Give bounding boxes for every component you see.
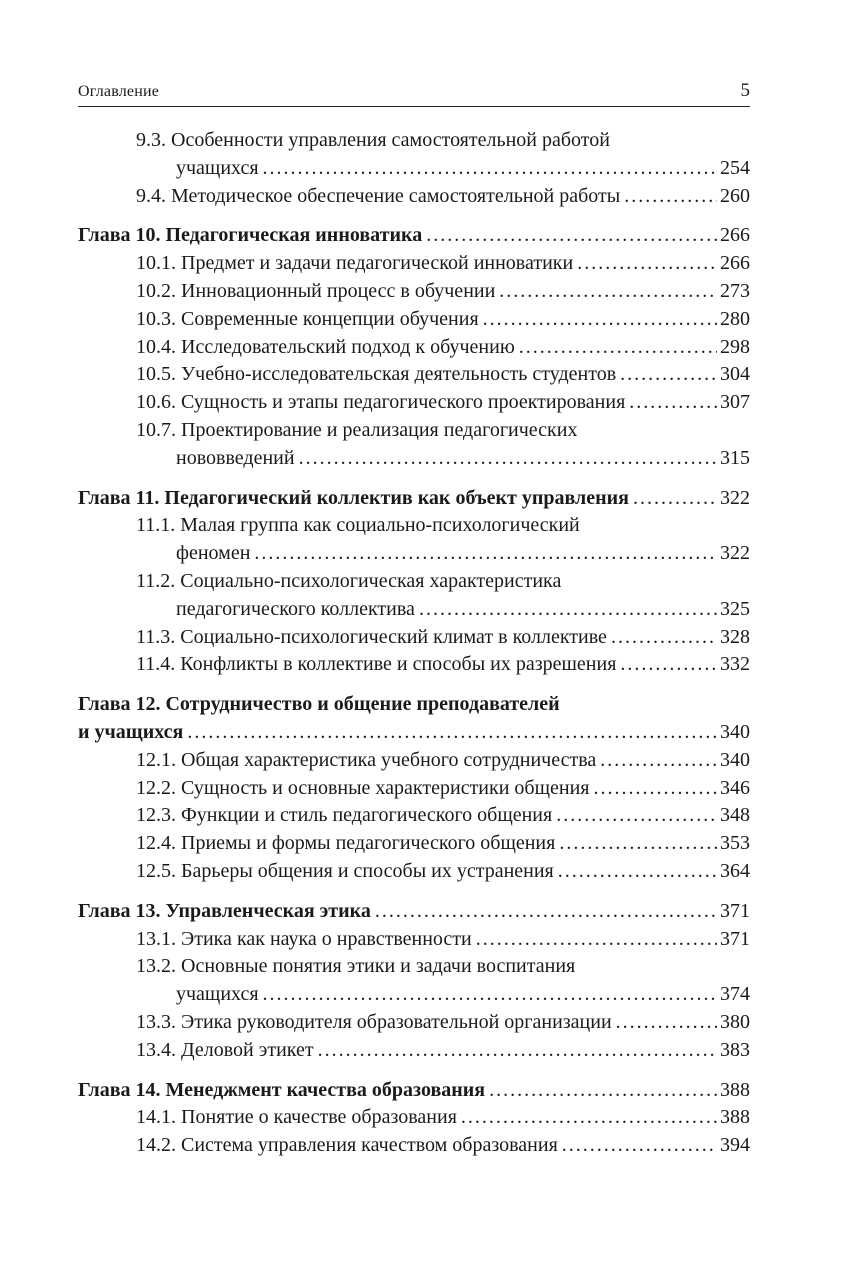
toc-page-number: 364 <box>720 859 750 882</box>
toc-entry-line <box>136 775 750 803</box>
dot-leader <box>600 747 717 775</box>
toc-entry-line <box>136 183 750 211</box>
toc-entry-line <box>136 361 750 389</box>
toc-entry-title: 12.5. Барьеры общения и способы их устранения <box>136 859 554 882</box>
toc-section-entry[interactable] <box>78 926 750 954</box>
dot-leader <box>476 926 717 954</box>
toc-section-entry[interactable] <box>78 830 750 858</box>
dot-leader <box>577 250 717 278</box>
toc-page-number: 304 <box>720 363 750 386</box>
toc-page-number: 371 <box>720 927 750 950</box>
toc-entry-title: 12.3. Функции и стиль педагогического общения <box>136 804 553 827</box>
toc-section-entry[interactable] <box>78 775 750 803</box>
toc-entry-line <box>78 898 750 926</box>
running-title: Оглавление <box>78 83 160 100</box>
toc-entry-title: 10.4. Исследовательский подход к обучению <box>136 335 515 358</box>
toc-section-entry[interactable] <box>78 334 750 362</box>
toc-section-entry[interactable] <box>78 512 750 568</box>
toc-page-number: 371 <box>720 899 750 922</box>
toc-entry-line <box>136 953 750 981</box>
dot-leader <box>263 981 717 1009</box>
page-number: 5 <box>740 80 750 101</box>
dot-leader <box>620 651 717 679</box>
toc-entry-title: и учащихся <box>78 720 184 743</box>
toc-entry-line <box>136 445 750 473</box>
toc-entry-title: 11.4. Конфликты в коллективе и способы их разрешения <box>136 653 617 676</box>
toc-entry-line <box>136 858 750 886</box>
toc-entry-title: Глава 10. Педагогическая инноватика <box>78 224 423 247</box>
toc-page-number: 273 <box>720 279 750 302</box>
toc-entry-title: нововведений <box>176 446 295 469</box>
toc-page-number: 280 <box>720 307 750 330</box>
toc-section-entry[interactable] <box>78 250 750 278</box>
toc-page-number: 340 <box>720 720 750 743</box>
toc-entry-line <box>136 568 750 596</box>
toc-entry-line <box>136 981 750 1009</box>
toc-entry-title: 9.4. Методическое обеспечение самостоятельной работы <box>136 184 621 207</box>
toc-entry-line <box>136 747 750 775</box>
toc-entry-line <box>78 485 750 513</box>
toc-entry-line <box>136 802 750 830</box>
dot-leader <box>461 1104 717 1132</box>
toc-page-number: 394 <box>720 1134 750 1157</box>
toc-section-entry[interactable] <box>78 183 750 211</box>
toc-entry-line <box>78 691 750 719</box>
toc-entry-line <box>136 334 750 362</box>
toc-page-number: 298 <box>720 335 750 358</box>
dot-leader <box>556 802 717 830</box>
toc-section-entry[interactable] <box>78 1104 750 1132</box>
dot-leader <box>616 1009 717 1037</box>
dot-leader <box>489 1077 717 1105</box>
toc-entry-title: Глава 13. Управленческая этика <box>78 899 371 922</box>
dot-leader <box>483 306 717 334</box>
dot-leader <box>254 540 717 568</box>
toc-entry-line <box>136 926 750 954</box>
dot-leader <box>559 830 717 858</box>
toc-entry-title: Глава 11. Педагогический коллектив как объект управления <box>78 486 629 509</box>
toc-entry-line <box>78 1077 750 1105</box>
toc-page-number: 346 <box>720 776 750 799</box>
toc-section-entry[interactable] <box>78 568 750 624</box>
toc-entry-title: педагогического коллектива <box>176 597 415 620</box>
toc-entry-title: 12.1. Общая характеристика учебного сотрудничества <box>136 748 597 771</box>
dot-leader <box>299 445 717 473</box>
toc-entry-title: 9.3. Особенности управления самостоятельной работой <box>136 129 610 151</box>
toc-entry-title: 13.4. Деловой этикет <box>136 1038 314 1061</box>
toc-entry-title: учащихся <box>176 983 259 1006</box>
toc-entry-title: 13.3. Этика руководителя образовательной организации <box>136 1010 612 1033</box>
toc-page-number: 307 <box>720 391 750 414</box>
toc-page-number: 348 <box>720 804 750 827</box>
toc-section-entry[interactable] <box>78 1009 750 1037</box>
dot-leader <box>263 155 717 183</box>
toc-entry-title: 10.2. Инновационный процесс в обучении <box>136 279 496 302</box>
toc-section-entry[interactable] <box>78 802 750 830</box>
dot-leader <box>419 596 717 624</box>
toc-entry-line <box>136 1132 750 1160</box>
toc-section-entry[interactable] <box>78 417 750 473</box>
toc-section-entry[interactable] <box>78 651 750 679</box>
toc-section-entry[interactable] <box>78 858 750 886</box>
dot-leader <box>426 222 717 250</box>
toc-page-number: 374 <box>720 983 750 1006</box>
toc-entry-line <box>136 1009 750 1037</box>
toc-entry-title: 12.4. Приемы и формы педагогического общения <box>136 832 556 855</box>
toc-entry-line <box>78 719 750 747</box>
toc-page-number: 383 <box>720 1038 750 1061</box>
toc-page-number: 325 <box>720 597 750 620</box>
dot-leader <box>375 898 717 926</box>
toc-page-number: 353 <box>720 832 750 855</box>
toc-page-number: 266 <box>720 252 750 275</box>
toc-section-entry[interactable] <box>78 624 750 652</box>
toc-entry-title: Глава 14. Менеджмент качества образования <box>78 1078 486 1101</box>
toc-entry-title: учащихся <box>176 156 259 179</box>
toc-entry-title: 13.2. Основные понятия этики и задачи воспитания <box>136 955 576 978</box>
toc-entry-line <box>136 389 750 417</box>
toc-page-number: 328 <box>720 625 750 648</box>
dot-leader <box>611 624 717 652</box>
toc-chapter-entry[interactable] <box>78 1077 750 1105</box>
toc-entry-line <box>136 155 750 183</box>
toc-page-number: 322 <box>720 542 750 565</box>
toc-entry-title: 10.5. Учебно-исследовательская деятельность студентов <box>136 363 617 386</box>
toc-page-number: 266 <box>720 224 750 247</box>
dot-leader <box>624 183 717 211</box>
toc-entry-title: 10.3. Современные концепции обучения <box>136 307 479 330</box>
toc-entry-title: 10.1. Предмет и задачи педагогической инноватики <box>136 252 574 275</box>
toc-section-entry[interactable] <box>78 127 750 183</box>
toc-entry-title: 14.1. Понятие о качестве образования <box>136 1106 457 1129</box>
toc-entry-title: 12.2. Сущность и основные характеристики общения <box>136 776 590 799</box>
toc-page-number: 322 <box>720 486 750 509</box>
toc-section-entry[interactable] <box>78 953 750 1009</box>
toc-entry-title: 14.2. Система управления качеством образования <box>136 1134 558 1157</box>
toc-page-number: 340 <box>720 748 750 771</box>
toc-section-entry[interactable] <box>78 361 750 389</box>
toc-section-entry[interactable] <box>78 1037 750 1065</box>
toc-entry-line <box>136 512 750 540</box>
toc-page-number: 332 <box>720 653 750 676</box>
toc-entry-line <box>136 127 750 155</box>
toc-entry-line <box>78 222 750 250</box>
dot-leader <box>594 775 718 803</box>
dot-leader <box>519 334 717 362</box>
dot-leader <box>318 1037 717 1065</box>
toc-entry-line <box>136 1037 750 1065</box>
dot-leader <box>499 278 717 306</box>
toc-entry-line <box>136 278 750 306</box>
toc-chapter-entry[interactable] <box>78 485 750 513</box>
toc-section-entry[interactable] <box>78 389 750 417</box>
dot-leader <box>187 719 717 747</box>
dot-leader <box>562 1132 717 1160</box>
toc-entry-title: феномен <box>176 542 251 565</box>
toc-entry-line <box>136 250 750 278</box>
toc-entry-title: 11.2. Социально-психологическая характеристика <box>136 569 562 592</box>
toc-entry-line <box>136 540 750 568</box>
toc-entry-title: 11.1. Малая группа как социально-психологический <box>136 514 580 537</box>
dot-leader <box>629 389 717 417</box>
table-of-contents <box>78 127 750 1160</box>
toc-page-number: 260 <box>720 184 750 207</box>
toc-entry-line <box>136 651 750 679</box>
dot-leader <box>633 485 717 513</box>
toc-entry-title: 13.1. Этика как наука о нравственности <box>136 927 472 950</box>
toc-entry-line <box>136 830 750 858</box>
toc-chapter-entry[interactable] <box>78 222 750 250</box>
toc-page-number: 388 <box>720 1078 750 1101</box>
toc-entry-title: Глава 12. Сотрудничество и общение преподавателей <box>78 693 560 716</box>
toc-chapter-entry[interactable] <box>78 691 750 747</box>
toc-page-number: 388 <box>720 1106 750 1129</box>
toc-entry-line <box>136 624 750 652</box>
toc-entry-line <box>136 306 750 334</box>
toc-section-entry[interactable] <box>78 747 750 775</box>
toc-entry-title: 10.6. Сущность и этапы педагогического проектирования <box>136 391 626 414</box>
toc-page-number: 315 <box>720 446 750 469</box>
dot-leader <box>620 361 717 389</box>
toc-section-entry[interactable] <box>78 278 750 306</box>
toc-page-number: 254 <box>720 156 750 179</box>
toc-entry-title: 10.7. Проектирование и реализация педагогических <box>136 418 578 441</box>
dot-leader <box>558 858 717 886</box>
toc-entry-line <box>136 417 750 445</box>
toc-entry-line <box>136 596 750 624</box>
toc-section-entry[interactable] <box>78 306 750 334</box>
toc-page-number: 380 <box>720 1010 750 1033</box>
toc-chapter-entry[interactable] <box>78 898 750 926</box>
toc-entry-line <box>136 1104 750 1132</box>
toc-section-entry[interactable] <box>78 1132 750 1160</box>
toc-entry-title: 11.3. Социально-психологический климат в коллективе <box>136 625 607 648</box>
running-header <box>78 78 750 107</box>
